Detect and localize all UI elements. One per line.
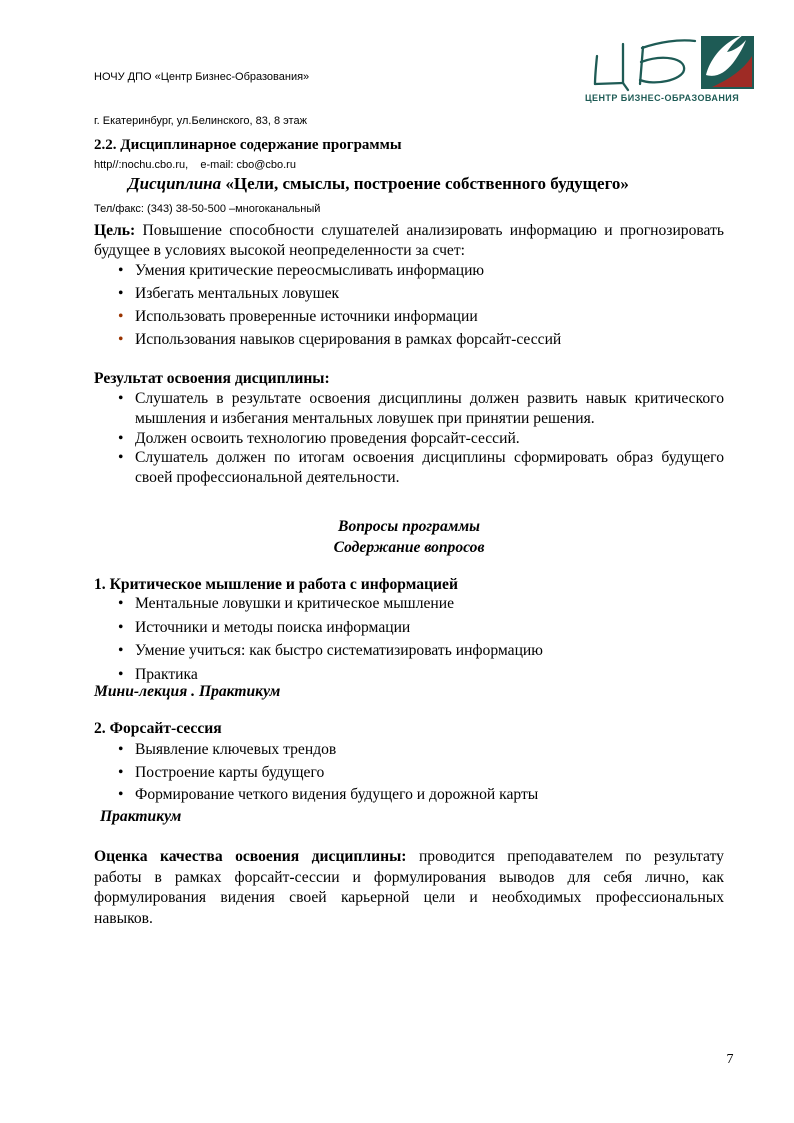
assessment-paragraph <box>94 847 724 930</box>
bullet-item: • Источники и методы поиска информации <box>135 619 724 637</box>
assessment-line-1 <box>94 847 724 868</box>
bullet-item: • Построение карты будущего <box>135 764 724 782</box>
topic2-heading: 2. Форсайт-сессия <box>94 720 222 737</box>
program-questions-titles <box>94 517 724 558</box>
assessment-text-line2: работы в рамках форсайт-сессии и формулирования выводов для себя лично, как <box>94 868 724 886</box>
page-number: 7 <box>726 1052 734 1067</box>
results-bullet-list <box>94 389 724 488</box>
goal-paragraph <box>94 221 724 261</box>
logo-tagline: ЦЕНТР БИЗНЕС-ОБРАЗОВАНИЯ <box>585 93 740 103</box>
letterhead-org-info <box>94 41 454 231</box>
bullet-item: • Умение учиться: как быстро систематизировать информацию <box>135 642 724 660</box>
topic2-bullet-list <box>94 741 724 809</box>
assessment-text-line3: формулирования видения своей карьерной цели и необходимых профессиональных <box>94 889 724 907</box>
bullet-item: • Ментальные ловушки и критическое мышление <box>135 595 724 613</box>
org-web-email: http//:nochu.cbo.ru, e-mail: cbo@cbo.ru <box>94 158 296 171</box>
assessment-text-line4: навыков. <box>94 910 153 928</box>
section-heading: 2.2. Дисциплинарное содержание программы <box>94 137 402 153</box>
topic1-bullet-list <box>94 595 724 690</box>
bullet-item: • Должен освоить технологию проведения форсайт-сессий. <box>135 429 724 449</box>
program-questions-title: Вопросы программы <box>338 518 480 535</box>
assessment-text-line1: проводится преподавателем по результату <box>418 848 724 865</box>
org-name: НОЧУ ДПО «Центр Бизнес-Образования» <box>94 71 310 84</box>
bullet-item: • Практика <box>135 666 724 684</box>
topic1-heading: 1. Критическое мышление и работа с информацией <box>94 576 458 593</box>
program-questions-subtitle: Содержание вопросов <box>333 538 485 556</box>
discipline-title-prefix: Дисциплина <box>128 174 222 193</box>
discipline-title-text: «Цели, смыслы, построение собственного будущего» <box>225 174 629 193</box>
bullet-item: • Выявление ключевых трендов <box>135 741 724 759</box>
topic2-format-note: Практикум <box>100 808 182 825</box>
company-logo <box>585 29 755 103</box>
bullet-item: • Использовать проверенные источники информации <box>135 308 724 326</box>
assessment-label: Оценка качества освоения дисциплины: <box>94 848 407 865</box>
results-heading: Результат освоения дисциплины: <box>94 370 330 387</box>
discipline-title <box>94 173 724 195</box>
goal-line-1 <box>94 221 724 241</box>
topic1-format-note: Мини-лекция . Практикум <box>94 683 281 700</box>
goal-text-line1: Повышение способности слушателей анализировать информацию и прогнозировать <box>142 222 724 239</box>
goal-label: Цель: <box>94 222 136 239</box>
logo-cb-icon <box>585 29 755 92</box>
bullet-item: • Избегать ментальных ловушек <box>135 285 724 303</box>
org-address: г. Екатеринбург, ул.Белинского, 83, 8 этаж <box>94 114 307 127</box>
bullet-item: • Слушатель в результате освоения дисциплины должен развить навык критического мышления и избегания ментальных ловушек при принятии решения. <box>135 389 724 429</box>
bullet-item: • Формирование четкого видения будущего и дорожной карты <box>135 786 724 804</box>
org-phone: Тел/факс: (343) 38-50-500 –многоканальный <box>94 202 321 215</box>
bullet-item: • Использования навыков сцерирования в рамках форсайт-сессий <box>135 331 724 349</box>
goal-bullet-list <box>94 262 724 354</box>
goal-text-line2: будущее в условиях высокой неопределенности за счет: <box>94 242 465 259</box>
bullet-item: • Слушатель должен по итогам освоения дисциплины сформировать образ будущего своей профессиональной деятельности. <box>135 448 724 488</box>
bullet-item: • Умения критические переосмысливать информацию <box>135 262 724 280</box>
